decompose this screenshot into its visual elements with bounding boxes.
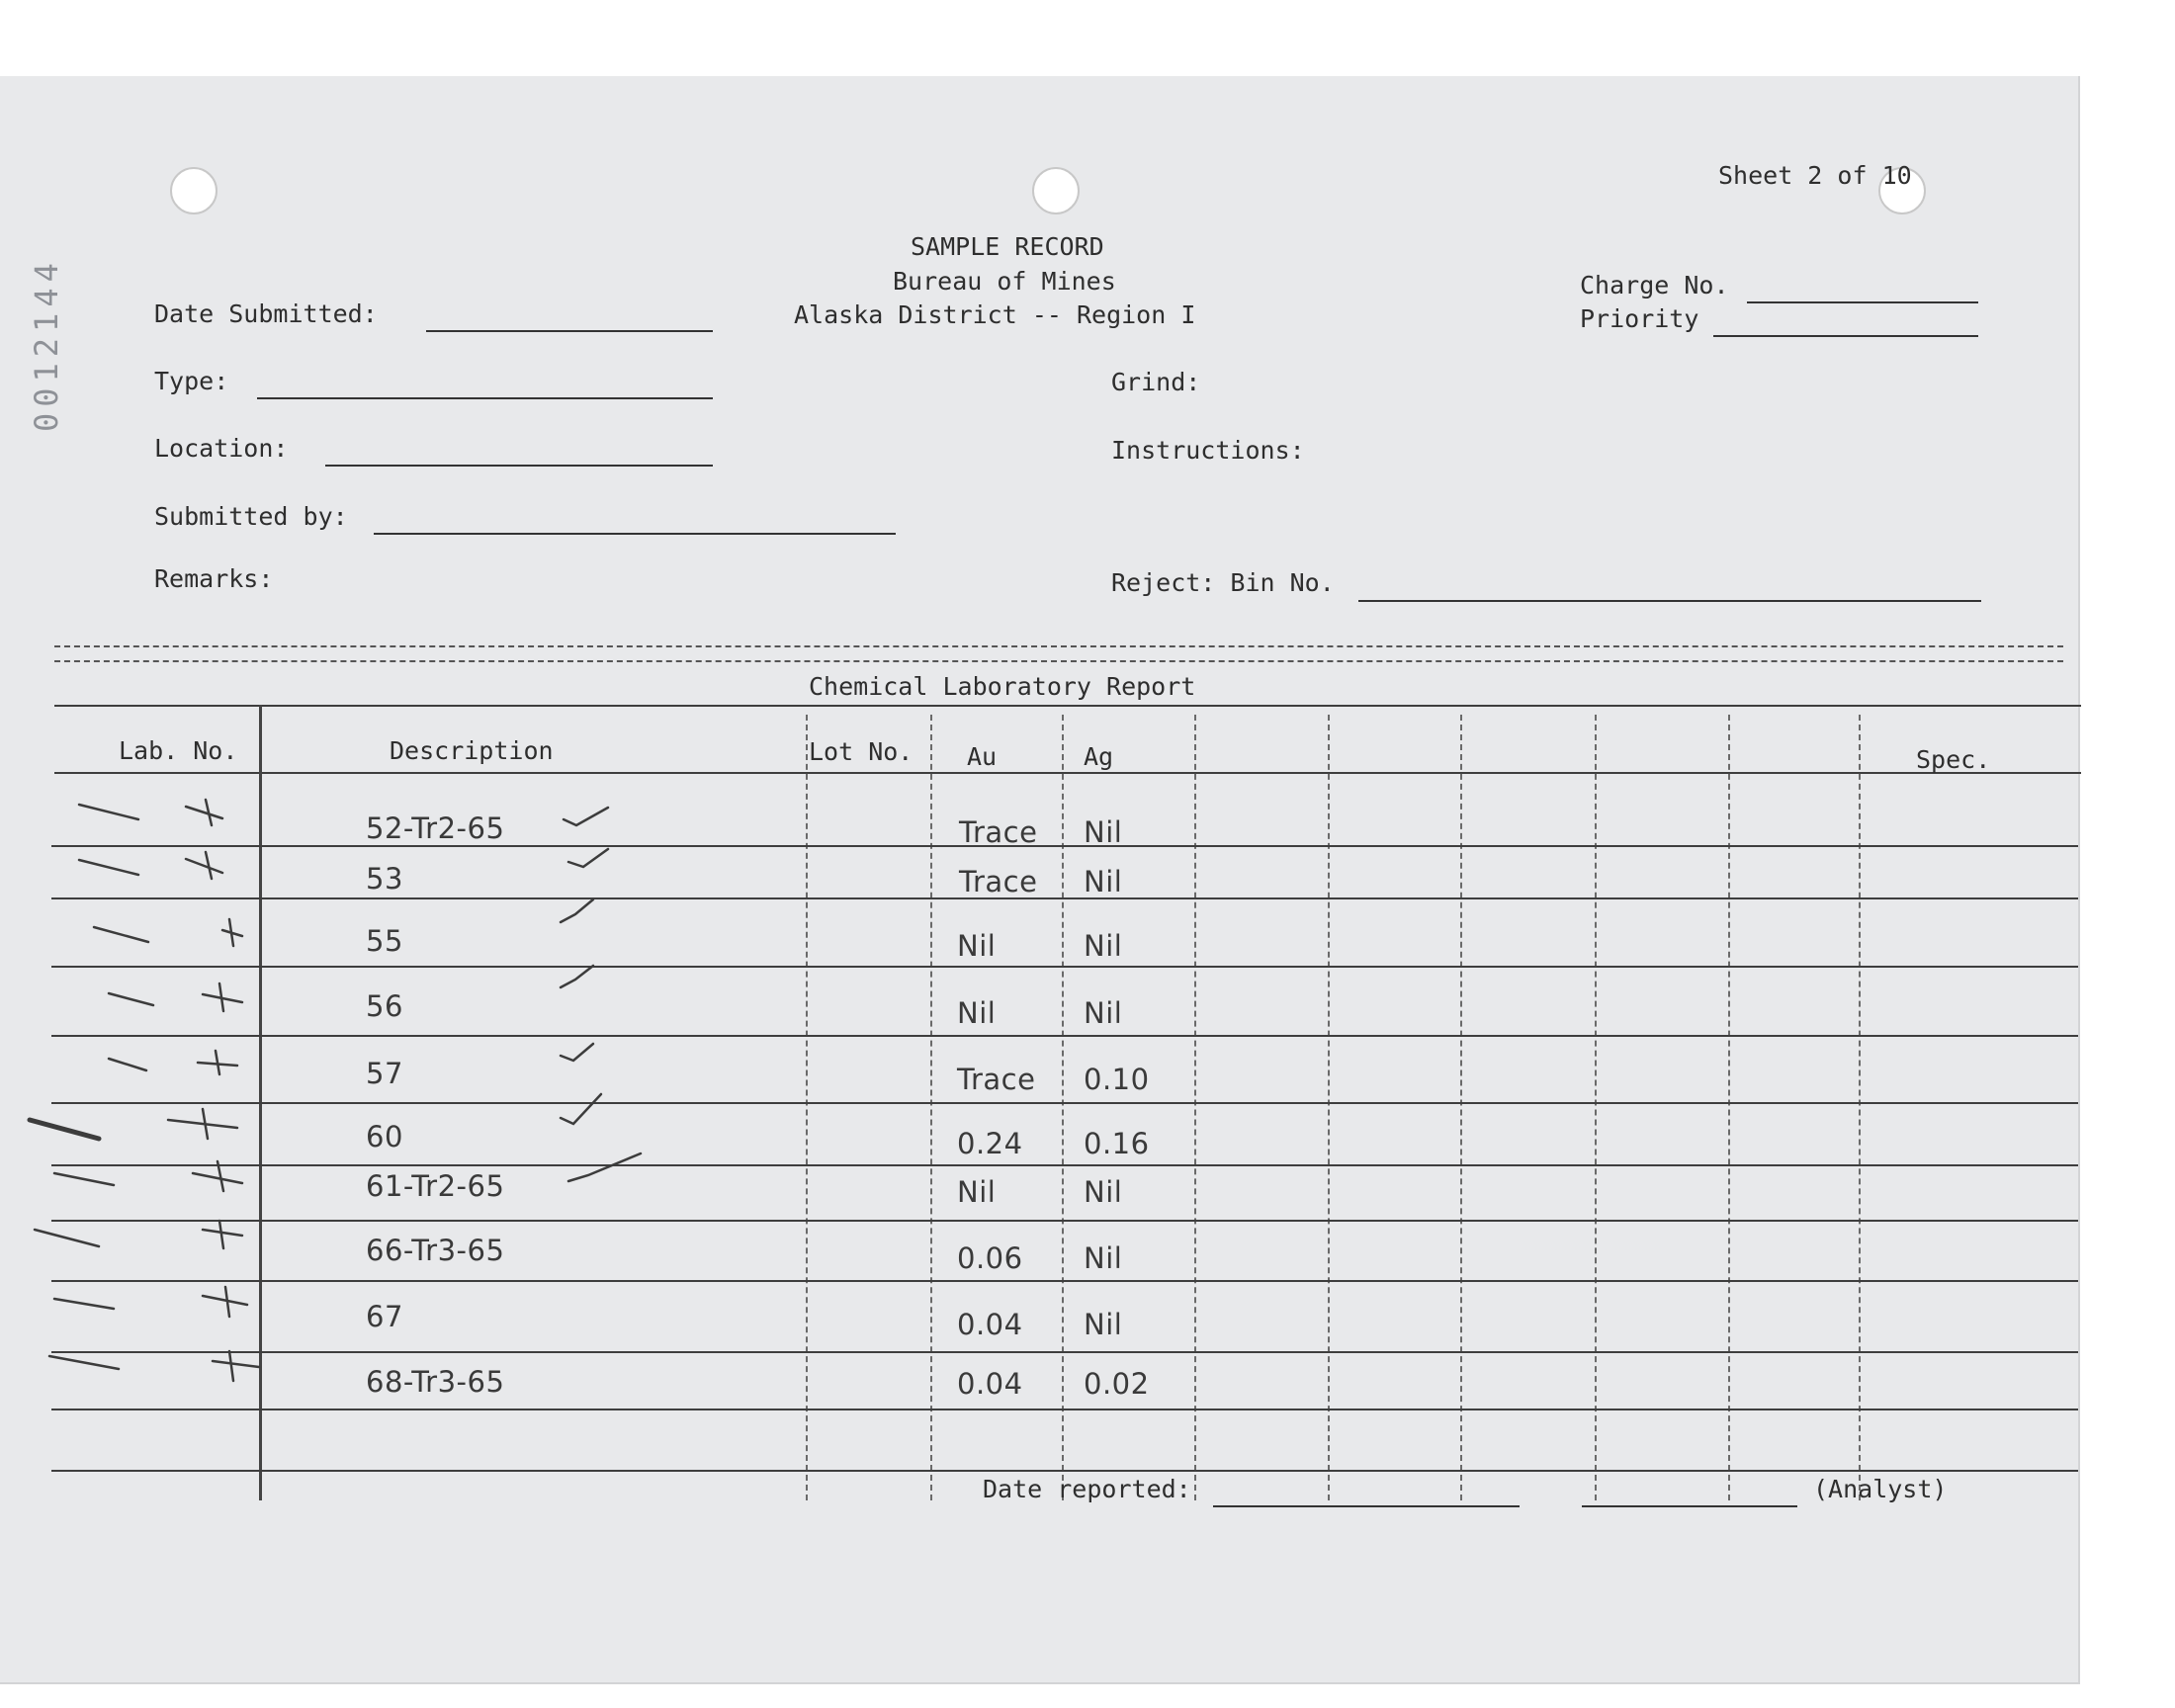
tick-mark [203,1221,242,1248]
grind-label: Grind: [1111,368,1201,396]
tick-mark [54,1299,114,1309]
reject-bin-label: Reject: Bin No. [1111,568,1335,597]
tick-mark [49,1356,119,1369]
tick-mark [35,1230,99,1246]
tick-mark [213,1351,259,1381]
au-cell: Trace [959,865,1038,898]
col-header-au: Au [967,742,998,771]
check-mark [561,899,593,922]
col-header-lot-no: Lot No. [809,737,914,766]
location-label: Location: [154,434,289,463]
check-mark [568,1153,641,1181]
remarks-label: Remarks: [154,564,274,593]
au-cell: Trace [959,815,1038,849]
check-mark [561,1094,601,1124]
tick-mark [79,860,138,875]
tick-mark [186,800,222,825]
au-cell: Nil [957,996,997,1030]
col-header-lab-no: Lab. No. [119,736,238,765]
report-title: Chemical Laboratory Report [809,672,1196,701]
au-cell: 0.04 [957,1367,1023,1401]
ag-cell: 0.02 [1084,1367,1150,1401]
au-cell: Nil [957,929,997,963]
check-mark [561,966,593,987]
tick-mark [109,993,153,1005]
tick-mark [193,1161,242,1191]
ag-cell: Nil [1084,1241,1123,1275]
tick-mark [30,1120,99,1139]
au-cell: 0.24 [957,1127,1023,1160]
ag-cell: Nil [1084,1308,1123,1341]
description-cell: 67 [366,1300,403,1333]
submitted-by-label: Submitted by: [154,502,348,531]
check-mark [564,808,608,825]
tick-mark [168,1109,237,1139]
ag-cell: Nil [1084,1175,1123,1209]
ag-cell: Nil [1084,929,1123,963]
sample-record-form [0,76,2080,1684]
check-mark [568,849,608,867]
form-district: Alaska District -- Region I [794,300,1196,329]
tick-mark [186,852,222,879]
au-cell: 0.06 [957,1241,1023,1275]
tick-mark [198,1051,237,1074]
col-header-ag: Ag [1084,742,1114,771]
description-cell: 60 [366,1120,403,1153]
form-org: Bureau of Mines [893,267,1116,296]
description-cell: 57 [366,1057,403,1090]
col-header-spec: Spec. [1916,745,1991,774]
description-cell: 56 [366,989,403,1023]
form-title: SAMPLE RECORD [911,232,1104,261]
tick-mark [94,927,148,942]
ag-cell: 0.16 [1084,1127,1150,1160]
tick-mark [109,1059,146,1070]
description-cell: 52-Tr2-65 [366,811,505,845]
sheet-label: Sheet 2 of 10 [1718,161,1912,190]
handwritten-check-marks [0,76,2078,1682]
description-cell: 55 [366,924,403,958]
ag-cell: 0.10 [1084,1063,1150,1096]
analyst-label: (Analyst) [1813,1475,1948,1503]
type-label: Type: [154,367,229,395]
tick-mark [79,805,138,819]
instructions-label: Instructions: [1111,436,1305,465]
description-cell: 66-Tr3-65 [366,1234,505,1267]
tick-mark [203,1287,247,1317]
description-cell: 61-Tr2-65 [366,1169,505,1203]
tick-mark [222,919,242,946]
ag-cell: Nil [1084,865,1123,898]
description-cell: 53 [366,862,403,896]
analyst-line[interactable] [1582,1505,1797,1507]
description-cell: 68-Tr3-65 [366,1365,505,1399]
au-cell: Nil [957,1175,997,1209]
au-cell: 0.04 [957,1308,1023,1341]
priority-label: Priority [1580,304,1699,333]
tick-mark [203,983,242,1011]
check-mark [561,1044,593,1061]
ag-cell: Nil [1084,996,1123,1030]
ag-cell: Nil [1084,815,1123,849]
date-submitted-label: Date Submitted: [154,299,378,328]
date-reported-label: Date reported: [983,1475,1191,1503]
charge-no-label: Charge No. [1580,271,1729,299]
tick-mark [54,1173,114,1185]
document-stamp-number: 0012144 [28,257,65,432]
au-cell: Trace [957,1063,1036,1096]
col-header-description: Description [390,736,554,765]
date-reported-line[interactable] [1213,1505,1520,1507]
